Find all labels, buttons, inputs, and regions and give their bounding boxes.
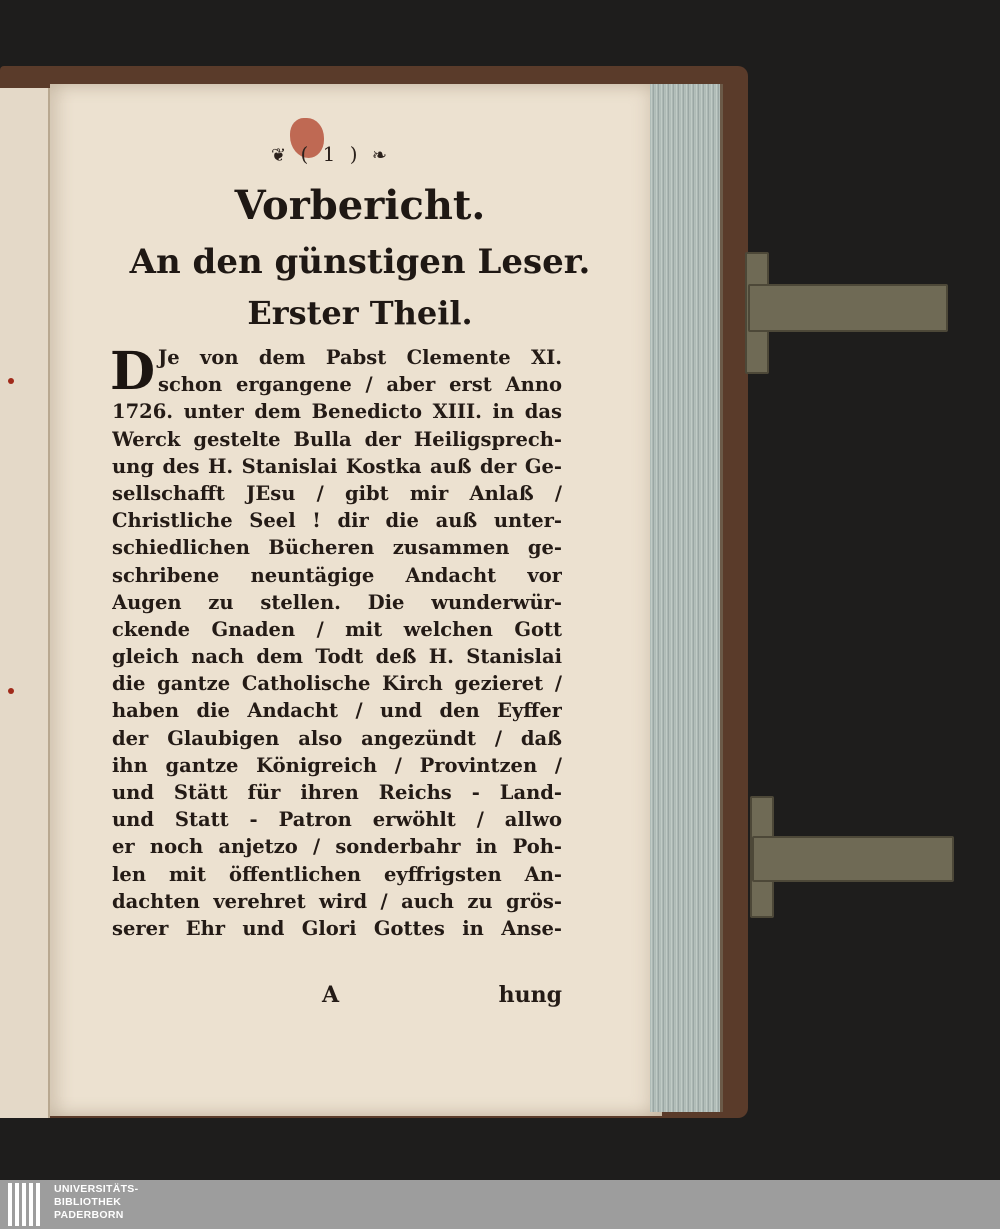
text-line: die gantze Catholische Kirch gezieret / <box>112 672 562 696</box>
page-number-header <box>226 142 436 166</box>
logo-line: UNIVERSITÄTS- <box>54 1183 139 1195</box>
clasp-lower <box>752 836 954 882</box>
text-line: schon ergangene / aber erst Anno <box>158 373 562 397</box>
logo-line: BIBLIOTHEK <box>54 1196 122 1208</box>
text-line: Je von dem Pabst Clemente XI. <box>158 346 562 369</box>
text-line: ckende Gnaden / mit welchen Gott <box>112 617 562 641</box>
text-line: len mit öffentlichen eyffrigsten An- <box>112 862 562 886</box>
catchword-line <box>322 982 562 1012</box>
text-line: und Statt - Patron erwöhlt / allwo <box>112 808 562 832</box>
text-line: und Stätt für ihren Reichs - Land- <box>112 781 562 804</box>
text-line: ihn gantze Königreich / Provintzen / <box>112 753 562 777</box>
text-line: 1726. unter dem Benedicto XIII. in das <box>112 400 562 424</box>
catchword: hung <box>498 982 562 1008</box>
text-line: sellschafft JEsu / gibt mir Anlaß / <box>112 481 562 505</box>
library-logo-icon[interactable] <box>8 1183 44 1226</box>
text-line: er noch anjetzo / sonderbahr in Poh- <box>112 835 562 859</box>
right-ornament-icon: ❧ <box>371 145 391 166</box>
text-line: der Glaubigen also angezündt / daß <box>112 726 562 750</box>
page-subtitle: An den günstigen Leser. <box>129 242 591 282</box>
library-logo-text[interactable] <box>54 1183 138 1222</box>
text-line: haben die Andacht / und den Eyffer <box>112 699 562 723</box>
text-line: Christliche Seel ! dir die auß unter- <box>112 509 562 533</box>
logo-line: PADERBORN <box>54 1209 124 1221</box>
footer-bar <box>0 1180 1000 1229</box>
clasp-upper <box>748 284 948 332</box>
page-number: ( 1 ) <box>300 142 362 166</box>
left-page-edge <box>0 88 50 1118</box>
text-line: Augen zu stellen. Die wunderwür- <box>112 590 562 614</box>
drop-cap: D <box>110 341 156 402</box>
page-title: Vorbericht. <box>234 182 486 229</box>
ink-mark <box>8 688 14 694</box>
text-line: ung des H. Stanislai Kostka auß der Ge- <box>112 454 562 478</box>
text-line: schribene neuntägige Andacht vor <box>112 563 562 587</box>
signature-mark: A <box>322 982 340 1008</box>
text-line: serer Ehr und Glori Gottes in Anse- <box>112 916 562 940</box>
left-ornament-icon: ❦ <box>271 145 291 166</box>
page-edges <box>650 84 723 1112</box>
text-line: Werck gestelte Bulla der Heiligsprech- <box>112 427 562 451</box>
section-heading: Erster Theil. <box>247 294 473 332</box>
body-text <box>110 341 562 942</box>
ink-mark <box>8 378 14 384</box>
text-line: dachten verehret wird / auch zu grös- <box>112 889 562 913</box>
text-line: schiedlichen Bücheren zusammen ge- <box>112 536 562 560</box>
text-line: gleich nach dem Todt deß H. Stanislai <box>112 645 562 669</box>
